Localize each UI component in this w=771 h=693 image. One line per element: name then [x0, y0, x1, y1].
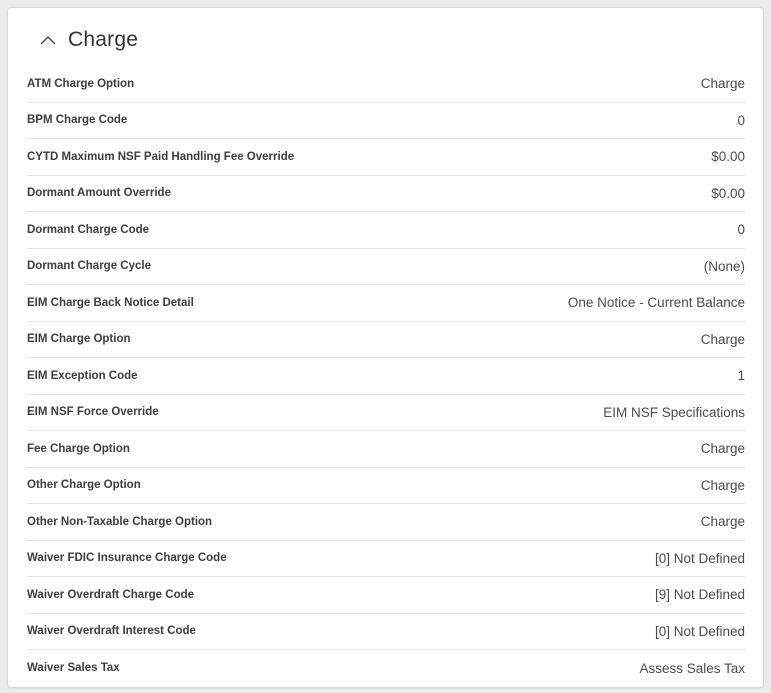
field-row [27, 212, 745, 249]
field-row [27, 249, 745, 286]
field-label: ATM Charge Option [27, 77, 135, 90]
field-value: EIM NSF Specifications [603, 404, 745, 420]
field-row [27, 577, 745, 614]
field-value: Charge [700, 76, 745, 92]
field-row [27, 358, 745, 395]
field-row [27, 103, 745, 140]
field-value: [0] Not Defined [654, 550, 745, 566]
field-row [27, 176, 745, 213]
field-row [27, 395, 745, 432]
field-value: Charge [700, 331, 745, 347]
field-value: 0 [737, 222, 745, 238]
field-value: Charge [700, 514, 745, 530]
field-value: 0 [737, 112, 745, 128]
field-label: Dormant Charge Code [27, 223, 150, 236]
field-value: Charge [700, 441, 745, 457]
field-value: Assess Sales Tax [639, 660, 745, 676]
field-label: EIM NSF Force Override [27, 406, 159, 419]
field-label: EIM Charge Option [27, 333, 131, 346]
field-label: Fee Charge Option [27, 442, 130, 455]
field-row [27, 322, 745, 359]
field-label: Other Non-Taxable Charge Option [27, 515, 213, 528]
field-value: (None) [703, 258, 745, 274]
field-label: Waiver FDIC Insurance Charge Code [27, 552, 227, 565]
field-row [27, 468, 745, 505]
field-label: Waiver Overdraft Charge Code [27, 588, 195, 601]
field-list [27, 66, 745, 687]
field-value: One Notice - Current Balance [567, 295, 745, 311]
field-value: Charge [700, 477, 745, 493]
field-row [27, 66, 745, 103]
field-row [27, 614, 745, 651]
field-label: Dormant Charge Cycle [27, 260, 151, 273]
field-label: EIM Exception Code [27, 369, 138, 382]
field-row [27, 139, 745, 176]
section-header-toggle[interactable] [38, 25, 138, 55]
field-label: CYTD Maximum NSF Paid Handling Fee Override [27, 150, 295, 163]
section-title: Charge [68, 28, 139, 51]
field-row [27, 504, 745, 541]
field-label: Waiver Overdraft Interest Code [27, 625, 196, 638]
field-row [27, 541, 745, 578]
field-row [27, 285, 745, 322]
charge-panel [7, 7, 764, 688]
chevron-up-icon[interactable] [38, 30, 58, 50]
field-row [27, 650, 745, 687]
field-label: BPM Charge Code [27, 114, 128, 127]
field-label: EIM Charge Back Notice Detail [27, 296, 194, 309]
field-label: Waiver Sales Tax [27, 662, 120, 675]
field-value: $0.00 [711, 185, 745, 201]
field-value: $0.00 [711, 149, 745, 165]
field-label: Dormant Amount Override [27, 187, 171, 200]
field-label: Other Charge Option [27, 479, 141, 492]
field-value: 1 [737, 368, 745, 384]
field-row [27, 431, 745, 468]
field-value: [0] Not Defined [654, 623, 745, 639]
field-value: [9] Not Defined [654, 587, 745, 603]
